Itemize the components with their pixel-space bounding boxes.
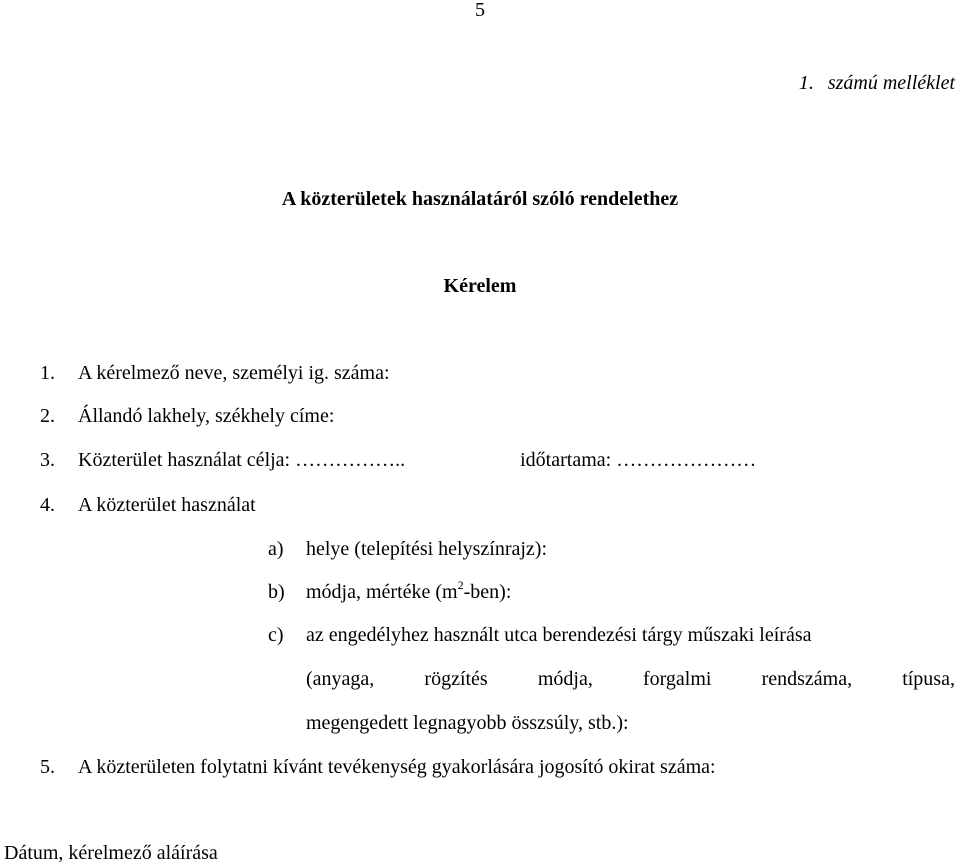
- duration-label: időtartama:: [520, 449, 612, 471]
- list-item: [40, 755, 716, 779]
- sub-item-c-continuation-2: megengedett legnagyobb összsúly, stb.):: [306, 712, 629, 734]
- justified-word: típusa,: [902, 668, 955, 690]
- sub-item-label: c): [268, 624, 284, 646]
- item-number: 4.: [40, 494, 55, 516]
- sub-item-c: [268, 623, 812, 647]
- list-item: [40, 448, 756, 472]
- item-number: 3.: [40, 449, 55, 471]
- sub-item-c-continuation: [306, 667, 955, 691]
- sub-item-a: [268, 537, 547, 561]
- item-number: 1.: [40, 362, 55, 384]
- list-item: [40, 404, 334, 428]
- item-text: Közterület használat célja:: [78, 449, 291, 471]
- purpose-dots: ……………..: [295, 449, 406, 471]
- sub-item-text: módja, mértéke (m: [306, 581, 458, 603]
- justified-word: (anyaga,: [306, 668, 375, 690]
- list-item: [40, 493, 256, 517]
- annex-label: [799, 71, 955, 95]
- sub-item-text-suffix: -ben):: [463, 581, 512, 603]
- justified-word: forgalmi: [642, 668, 712, 690]
- annex-number: 1.: [798, 72, 814, 94]
- superscript-two: 2: [457, 578, 464, 592]
- annex-text: számú melléklet: [827, 72, 955, 94]
- item-number: 5.: [40, 756, 55, 778]
- item-text: A közterület használat: [78, 494, 256, 516]
- document-subtitle: A közterületek használatáról szóló rendelethez: [281, 188, 679, 210]
- sub-item-label: b): [268, 581, 285, 603]
- page-number: 5: [475, 0, 485, 21]
- document-title: Kérelem: [443, 275, 517, 297]
- signature-line: Dátum, kérelmező aláírása: [4, 842, 218, 864]
- justified-word: módja,: [537, 668, 593, 690]
- duration-dots: …………………: [616, 449, 757, 471]
- item-text: A kérelmező neve, személyi ig. száma:: [78, 362, 390, 384]
- list-item: [40, 361, 390, 385]
- sub-item-text: helye (telepítési helyszínrajz):: [306, 538, 548, 560]
- sub-item-label: a): [268, 538, 284, 560]
- justified-word: rögzítés: [424, 668, 488, 690]
- sub-item-b: [268, 580, 511, 604]
- sub-item-text: az engedélyhez használt utca berendezési tárgy műszaki leírása: [306, 624, 812, 646]
- item-text: Állandó lakhely, székhely címe:: [78, 405, 335, 427]
- item-text: A közterületen folytatni kívánt tevékenység gyakorlására jogosító okirat száma:: [78, 756, 716, 778]
- justified-word: rendszáma,: [761, 668, 853, 690]
- item-number: 2.: [40, 405, 55, 427]
